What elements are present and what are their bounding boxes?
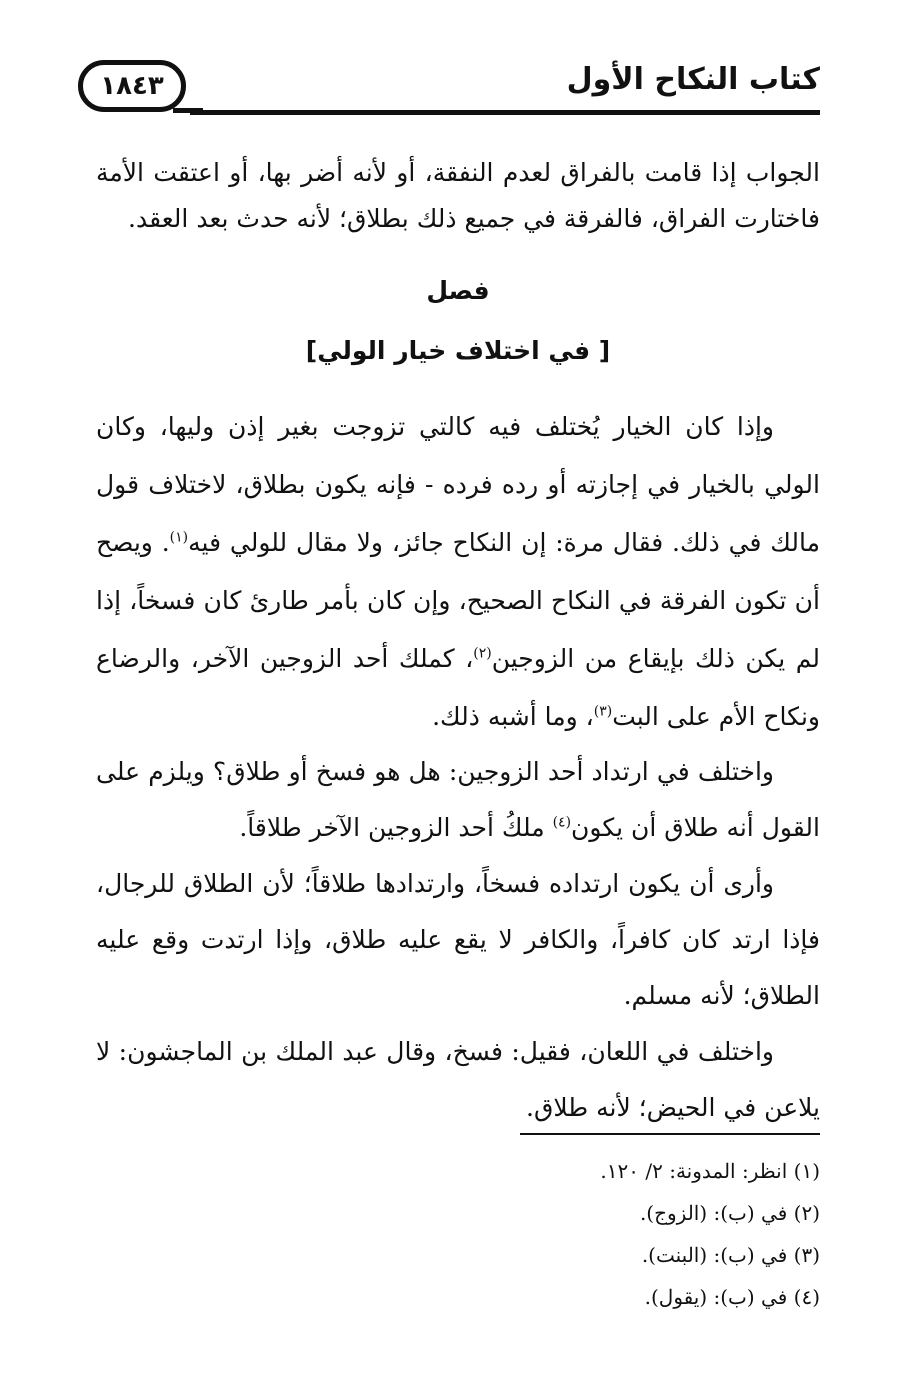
footnote-item: (٣) في (ب): (البنت). [641,1243,820,1267]
paragraph-text: وأرى أن يكون ارتداده فسخاً، وارتدادها طلاقاً؛ لأن الطلاق للرجال، فإذا ارتد كان كافراً، والكافر لا يقع عليه طلاق، وإذا ارتدت وقع عليه الطلاق؛ لأنه مسلم. [96,869,820,1010]
paragraph-continuation [96,150,820,242]
paragraph-text: واختلف في ارتداد أحد الزوجين: هل هو فسخ أو طلاق؟ ويلزم على القول أنه طلاق أن يكون [96,757,820,842]
footnote-ref[interactable]: (٣) [593,703,613,720]
footnote-item: (٢) في (ب): (الزوج). [639,1201,820,1225]
footnote-item: (١) انظر: المدونة: ٢/ ١٢٠. [600,1159,820,1183]
paragraph-apostasy [96,744,820,856]
footnote-ref[interactable]: (١) [169,529,189,546]
section-subtitle: [ في اختلاف خيار الولي] [305,336,611,365]
paragraph-text: ، كملك أحد الزوجين الآخر، والرضاع ونكاح الأم على البت [96,644,820,731]
section-title: فصل [426,276,490,305]
header-rule [190,110,820,115]
paragraph-text: ملكُ أحد الزوجين الآخر طلاقاً. [239,813,553,842]
paragraph-text: الجواب إذا قامت بالفراق لعدم النفقة، أو لأنه أضر بها، أو اعتقت الأمة فاختارت الفراق، فالفرقة في جميع ذلك بطلاق؛ لأنه حدث بعد العقد. [96,158,820,233]
footnotes [96,1150,820,1318]
footnote-item: (٤) في (ب): (يقول). [644,1285,820,1309]
paragraph-opinion [96,856,820,1024]
paragraph-wali-option [96,398,820,746]
paragraph-text: وإذا كان الخيار يُختلف فيه كالتي تزوجت بغير إذن وليها، وكان الولي بالخيار في إجازته أو رده فرده - فإنه يكون بطلاق، لاختلاف قول مالك في ذلك. فقال مرة: إن النكاح جائز، ولا مقال للولي فيه [96,412,820,557]
page-number: ١٨٤٣ [78,60,186,112]
footnote-ref[interactable]: (٢) [473,645,492,662]
paragraph-text: واختلف في اللعان، فقيل: فسخ، وقال عبد الملك بن الماجشون: لا يلاعن في الحيض؛ لأنه طلاق. [96,1037,820,1122]
paragraph-lian [96,1024,820,1136]
footnote-separator [520,1133,820,1135]
paragraph-text: ، وما أشبه ذلك. [432,702,594,731]
running-title: كتاب النكاح الأول [566,62,820,97]
page-header [78,58,820,124]
paragraph-text: . ويصح أن تكون الفرقة في النكاح الصحيح، وإن كان بأمر طارئ كان فسخاً، إذا لم يكن ذلك بإيقاع من الزوجين [96,528,820,673]
footnote-ref[interactable]: (٤) [552,814,572,831]
